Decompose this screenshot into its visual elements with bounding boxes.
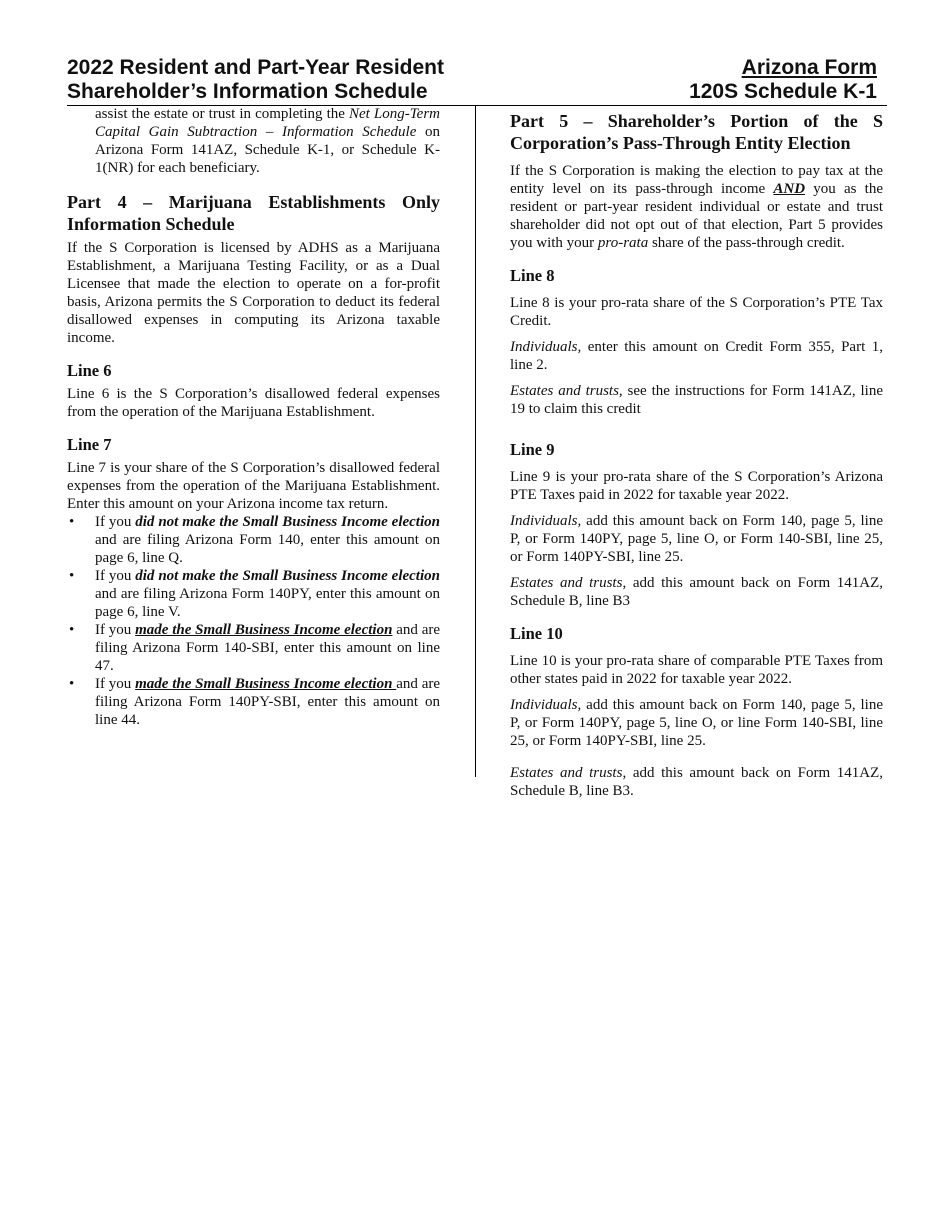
schedule-title-line1: 2022 Resident and Part-Year Resident xyxy=(67,56,444,79)
line7-bullet-list xyxy=(67,513,440,729)
part5-prorata: pro-rata xyxy=(597,235,649,251)
list-item xyxy=(67,513,440,567)
part5-text-2: you as the resident or part-year resident individual or estate and trust shareholder did not opt out of that election, Part 5 provides you with your xyxy=(510,181,883,251)
bullet-emphasis: did not make the Small Business Income election xyxy=(135,514,440,530)
schedule-title-line2: Shareholder’s Information Schedule xyxy=(67,80,428,103)
bullet-text: and are filing Arizona Form 140, enter this amount on page 6, line Q. xyxy=(95,532,440,566)
column-divider xyxy=(475,106,476,777)
bullet-text: If you xyxy=(95,676,136,692)
line10-paragraph: Line 10 is your pro-rata share of comparable PTE Taxes from other states paid in 2022 for taxable year 2022. xyxy=(510,653,883,687)
bullet-text: and are filing Arizona Form 140-SBI, enter this amount on line 47. xyxy=(95,622,440,674)
continuation-italic: Net Long-Term Capital Gain Subtraction – Information Schedule xyxy=(95,106,440,140)
individuals-text: enter this amount on Credit Form 355, Part 1, line 2. xyxy=(510,339,883,373)
bullet-icon: • xyxy=(69,676,75,692)
list-item xyxy=(67,675,440,729)
estates-label: Estates and trusts xyxy=(510,765,623,781)
line10-estates xyxy=(510,764,883,800)
line6-heading: Line 6 xyxy=(67,361,112,380)
line10-individuals xyxy=(510,696,883,750)
line7-heading: Line 7 xyxy=(67,435,112,454)
bullet-text: and are filing Arizona Form 140PY, enter this amount on page 6, line V. xyxy=(95,586,440,620)
continuation-text-2: on Arizona Form 141AZ, Schedule K-1, or Schedule K-1(NR) for each beneficiary. xyxy=(95,124,440,176)
part5-and-emphasis: AND xyxy=(773,181,806,197)
line6-paragraph: Line 6 is the S Corporation’s disallowed federal expenses from the operation of the Marijuana Establishment. xyxy=(67,386,440,420)
list-item xyxy=(67,621,440,675)
individuals-label: Individuals, xyxy=(510,513,582,529)
line8-paragraph: Line 8 is your pro-rata share of the S Corporation’s PTE Tax Credit. xyxy=(510,295,883,329)
bullet-emphasis: made the Small Business Income election xyxy=(135,676,397,692)
line9-heading: Line 9 xyxy=(510,440,555,459)
individuals-label: Individuals, xyxy=(510,339,582,355)
bullet-icon: • xyxy=(69,622,75,638)
part4-paragraph: If the S Corporation is licensed by ADHS as a Marijuana Establishment, a Marijuana Testing Facility, or as a Dual Licensee that made the election to operate on a for-profit basis, Arizona permits the S Corporation to deduct its federal disallowed expenses in computing its Arizona taxable income. xyxy=(67,240,440,346)
part5-text-1: If the S Corporation is making the election to pay tax at the entity level on its pass-through income xyxy=(510,163,883,197)
line7-paragraph: Line 7 is your share of the S Corporation’s disallowed federal expenses from the operation of the Marijuana Establishment. Enter this amount on your Arizona income tax return. xyxy=(67,460,440,512)
page-header xyxy=(67,56,879,106)
estates-label: Estates and trusts, xyxy=(510,383,623,399)
line9-paragraph: Line 9 is your pro-rata share of the S Corporation’s Arizona PTE Taxes paid in 2022 for taxable year 2022. xyxy=(510,469,883,503)
line8-individuals xyxy=(510,338,883,374)
bullet-emphasis: did not make the Small Business Income election xyxy=(135,568,440,584)
part5-heading: Part 5 – Shareholder’s Portion of the S Corporation’s Pass-Through Entity Election xyxy=(510,111,883,153)
line8-estates xyxy=(510,382,883,418)
schedule-title xyxy=(67,56,444,104)
bullet-text: and are filing Arizona Form 140PY-SBI, enter this amount on line 44. xyxy=(95,676,440,728)
line10-heading: Line 10 xyxy=(510,624,563,643)
part4-heading: Part 4 – Marijuana Establishments Only Information Schedule xyxy=(67,192,440,234)
form-number: 120S Schedule K-1 xyxy=(689,80,877,103)
part5-paragraph xyxy=(510,162,883,252)
bullet-text: If you xyxy=(95,568,136,584)
bullet-emphasis: made the Small Business Income election xyxy=(135,622,393,638)
line8-heading: Line 8 xyxy=(510,266,555,285)
line9-estates xyxy=(510,574,883,610)
bullet-icon: • xyxy=(69,514,75,530)
line9-individuals xyxy=(510,512,883,566)
part5-text-3: share of the pass-through credit. xyxy=(648,235,845,251)
bullet-text: If you xyxy=(95,514,136,530)
continuation-text-1: assist the estate or trust in completing the xyxy=(95,106,349,122)
left-column xyxy=(67,105,440,729)
individuals-text: add this amount back on Form 140, page 5, line P, or Form 140PY, page 5, line O, or Form 140-SBI, line 25, or Form 140PY-SBI, line 25. xyxy=(510,513,883,565)
form-identifier xyxy=(689,56,877,104)
estates-text: , add this amount back on Form 141AZ, Schedule B, line B3 xyxy=(510,575,884,609)
individuals-text: add this amount back on Form 140, page 5, line P, or Form 140PY, page 5, line O, or line Form 140-SBI, line 25, or Form 140PY-SBI, line 25. xyxy=(510,697,883,749)
estates-text: see the instructions for Form 141AZ, line 19 to claim this credit xyxy=(510,383,883,417)
list-item xyxy=(67,567,440,621)
form-name: Arizona Form xyxy=(741,56,877,79)
estates-label: Estates and trusts xyxy=(510,575,623,591)
right-column xyxy=(510,110,883,800)
bullet-text: If you xyxy=(95,622,136,638)
estates-text: , add this amount back on Form 141AZ, Schedule B, line B3. xyxy=(510,765,884,799)
bullet-icon: • xyxy=(69,568,75,584)
continuation-paragraph xyxy=(95,105,440,177)
individuals-label: Individuals, xyxy=(510,697,582,713)
